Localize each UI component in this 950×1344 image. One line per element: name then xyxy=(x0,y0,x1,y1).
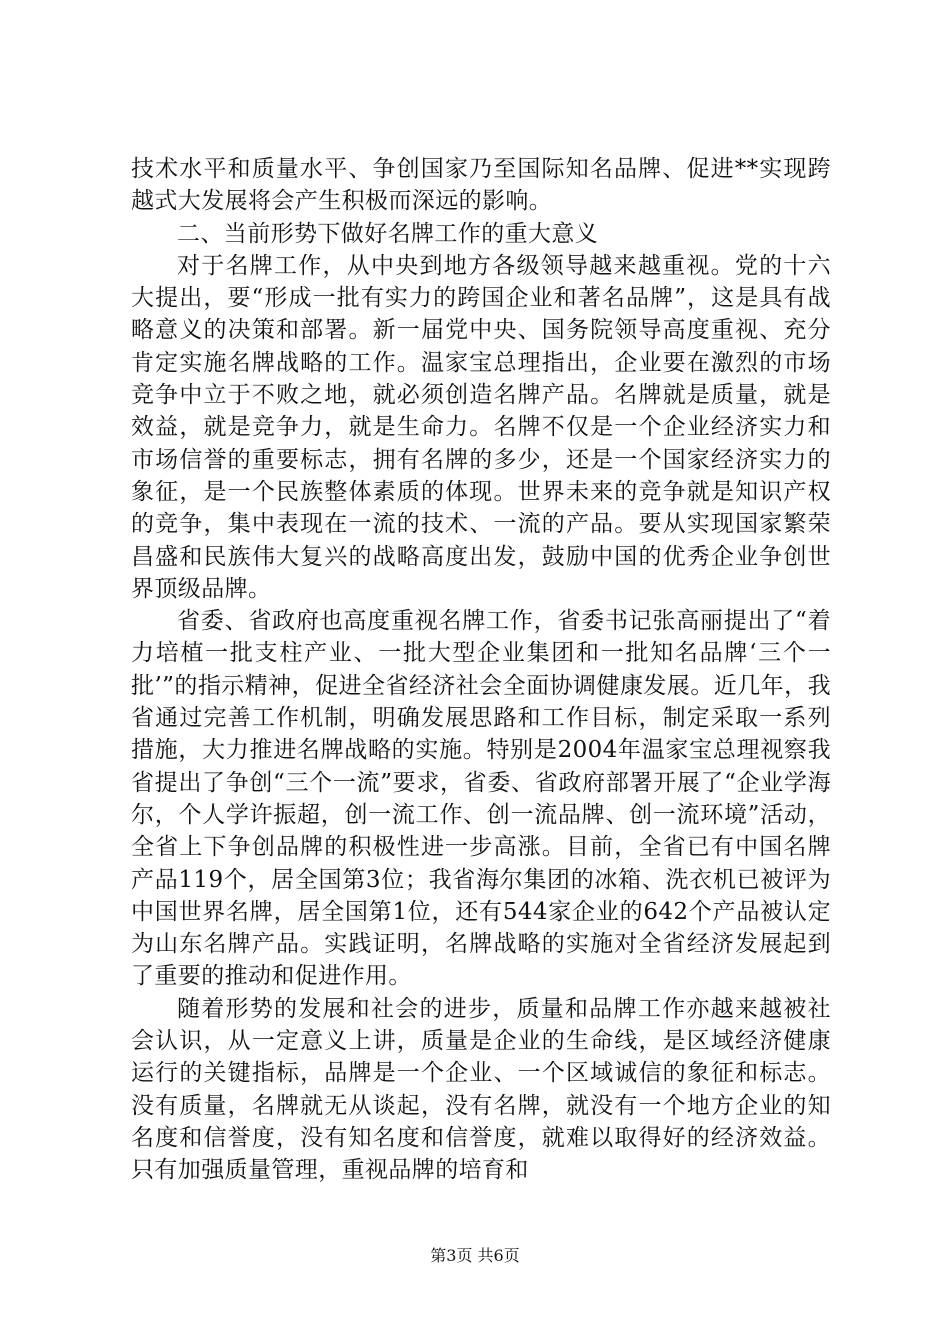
paragraph-central-attention: 对于名牌工作，从中央到地方各级领导越来越重视。党的十六大提出，要“形成一批有实力的跨国企业和著名品牌”，这是具有战略意义的决策和部署。新一届党中央、国务院领导高度重视、充分肯定实施名牌战略的工作。温家宝总理指出，企业要在激烈的市场竞争中立于不败之地，就必须创造名牌产品。名牌就是质量，就是效益，就是竞争力，就是生命力。名牌不仅是一个企业经济实力和市场信誉的重要标志，拥有名牌的多少，还是一个国家经济实力的象征，是一个民族整体素质的体现。世界未来的竞争就是知识产权的竞争，集中表现在一流的技术、一流的产品。要从实现国家繁荣昌盛和民族伟大复兴的战略高度出发，鼓励中国的优秀企业争创世界顶级品牌。 xyxy=(131,252,831,602)
document-body xyxy=(131,153,831,1187)
paragraph-provincial-work: 省委、省政府也高度重视名牌工作，省委书记张高丽提出了“着力培植一批支柱产业、一批大型企业集团和一批知名品牌‘三个一批’”的指示精神，促进全省经济社会全面协调健康发展。近几年，我省通过完善工作机制，明确发展思路和工作目标，制定采取一系列措施，大力推进名牌战略的实施。特别是2004年温家宝总理视察我省提出了争创“三个一流”要求，省委、省政府部署开展了“企业学海尔，个人学许振超，创一流工作、创一流品牌、创一流环境”活动，全省上下争创品牌的积极性进一步高涨。目前，全省已有中国名牌产品119个，居全国第3位；我省海尔集团的冰箱、洗衣机已被评为中国世界名牌，居全国第1位，还有544家企业的642个产品被认定为山东名牌产品。实践证明，名牌战略的实施对全省经济发展起到了重要的推动和促进作用。 xyxy=(131,608,831,990)
paragraph-quality-brand: 随着形势的发展和社会的进步，质量和品牌工作亦越来越被社会认识，从一定意义上讲，质量是企业的生命线，是区域经济健康运行的关键指标，品牌是一个企业、一个区域诚信的象征和标志。没有质量，名牌就无从谈起，没有名牌，就没有一个地方企业的知名度和信誉度，没有知名度和信誉度，就难以取得好的经济效益。只有加强质量管理，重视品牌的培育和 xyxy=(131,995,831,1184)
paragraph-continuation: 技术水平和质量水平、争创国家乃至国际知名品牌、促进**实现跨越式大发展将会产生积极而深远的影响。 xyxy=(131,156,831,215)
page-number-footer: 第3页 共6页 xyxy=(430,1246,520,1265)
section-heading: 二、当前形势下做好名牌工作的重大意义 xyxy=(177,220,599,247)
